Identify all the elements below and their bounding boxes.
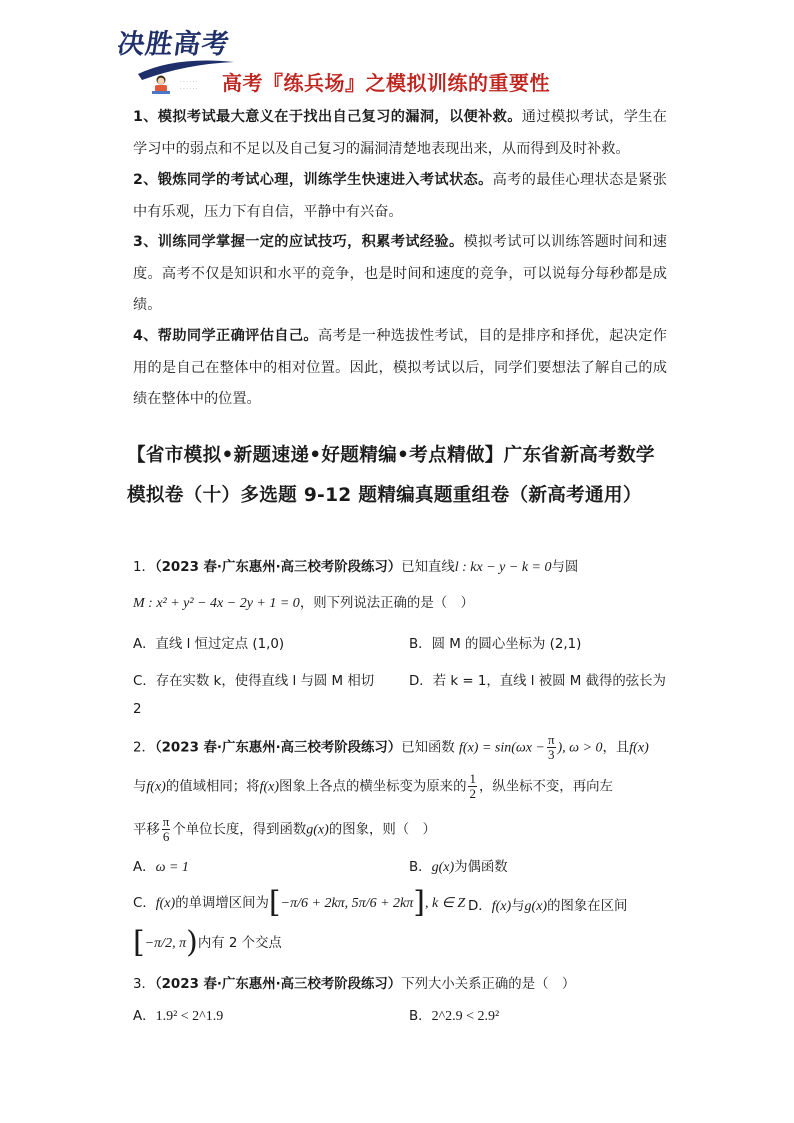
- paragraph-heading: 4、帮助同学正确评估自己。: [133, 328, 318, 344]
- stem-text: 个单位长度，得到函数: [172, 822, 307, 838]
- fraction-denominator: 6: [162, 829, 170, 844]
- stem-text: 的值域相同；将: [165, 779, 260, 795]
- fraction-numerator: π: [547, 732, 555, 747]
- function-expression: ), ω > 0: [557, 740, 603, 756]
- stem-text: 已知直线: [401, 560, 455, 575]
- question-source: （2023 春·广东惠州·高三校考阶段练习）: [154, 977, 402, 992]
- option-label: C．: [133, 896, 156, 911]
- fx-symbol: f(x): [491, 899, 512, 914]
- gx-symbol: g(x): [306, 822, 329, 838]
- header-title: 高考『练兵场』之模拟训练的重要性: [222, 71, 550, 95]
- gx-symbol: g(x): [431, 860, 455, 875]
- q1-option-d-continued: 2: [133, 702, 142, 717]
- question-number: 2．: [133, 740, 155, 756]
- circle-equation: M : x² + y² − 4x − 2y + 1 = 0: [133, 596, 300, 611]
- left-bracket: [: [268, 885, 281, 920]
- fraction: [162, 815, 171, 844]
- paragraph-4: [133, 321, 667, 416]
- fraction-denominator: 3: [547, 747, 555, 762]
- logo-caption-line: · · · · · ·: [180, 79, 198, 85]
- fraction-numerator: π: [162, 814, 170, 829]
- question-number: 3．: [133, 977, 155, 992]
- q2-option-d-continued: [133, 925, 282, 960]
- right-bracket: ): [186, 925, 198, 960]
- gx-symbol: g(x): [524, 899, 548, 914]
- stem-text: ，则下列说法正确的是（ ）: [299, 596, 474, 611]
- fraction-denominator: 2: [469, 786, 476, 801]
- student-icon: [150, 74, 172, 96]
- option-expression: , k ∈ Z: [424, 896, 466, 911]
- paragraph-heading: 3、训练同学掌握一定的应试技巧，积累考试经验。: [133, 234, 464, 250]
- q2-option-c: [133, 885, 466, 920]
- q3-option-b: [409, 1005, 499, 1025]
- stem-text: 的图象，则（ ）: [328, 822, 436, 838]
- question-number: 1．: [133, 560, 155, 575]
- logo-caption-line: · · · · · ·: [180, 86, 198, 92]
- logo-text: 决胜高考: [115, 29, 232, 60]
- stem-text: ，纵坐标不变，再向左: [478, 779, 613, 795]
- stem-text: 图象上各点的横坐标变为原来的: [279, 779, 467, 795]
- q2-stem-line-3: [133, 815, 436, 844]
- paragraph-3: [133, 227, 667, 322]
- q2-stem-line-1: [133, 733, 649, 762]
- q1-option-b: B．圆 M 的圆心坐标为 (2,1): [409, 637, 582, 652]
- option-label: D．: [468, 899, 492, 914]
- q3-stem: [133, 973, 575, 992]
- stem-text: 平移: [133, 822, 160, 838]
- fx-symbol: f(x): [146, 779, 166, 795]
- fx-symbol: f(x): [259, 779, 279, 795]
- paragraph-text: 模拟考试可以训练答题时间和速度。高考不仅是知识和水平的竞争，也是时间和速度的竞争，可以说每分每秒都是成绩。: [133, 234, 667, 313]
- paragraph-text: 高考是一种选拔性考试，目的是排序和择优，起决定作用的是自己在整体中的相对位置。因此，模拟考试以后，同学们要想法了解自己的成绩在整体中的位置。: [133, 328, 667, 407]
- option-text: 的单调增区间为: [175, 896, 269, 911]
- q1-stem-line-1: [133, 556, 578, 576]
- paragraph-1: [133, 102, 667, 165]
- stem-text: ，且: [602, 740, 630, 756]
- fraction-numerator: 1: [469, 771, 476, 786]
- right-bracket: ]: [413, 885, 425, 920]
- option-label: A．: [133, 1009, 156, 1024]
- option-label: B．: [409, 1009, 432, 1024]
- interval-expression: −π/2, π: [144, 936, 187, 951]
- q2-option-a: [133, 856, 189, 876]
- stem-text: 已知函数: [401, 740, 455, 756]
- question-source: （2023 春·广东惠州·高三校考阶段练习）: [154, 560, 402, 575]
- fx-symbol: f(x): [629, 740, 649, 756]
- q1-option-a: A．直线 l 恒过定点 (1,0): [133, 637, 285, 652]
- q2-stem-line-2: [133, 772, 613, 801]
- left-bracket: [: [133, 925, 145, 960]
- q1-stem-line-2: [133, 592, 474, 612]
- q2-option-d: [468, 895, 627, 915]
- option-text: 的图象在区间: [547, 899, 628, 914]
- section-title: 【省市模拟•新题速递•好题精编•考点精做】广东省新高考数学模拟卷（十）多选题 9-12 题精编真题重组卷（新高考通用）: [127, 445, 655, 506]
- paragraph-text: 通过模拟考试，学生在学习中的弱点和不足以及自己复习的漏洞清楚地表现出来，从而得到及时补救。: [133, 109, 667, 157]
- stem-text: 下列大小关系正确的是（ ）: [401, 977, 576, 992]
- option-expression: 1.9² < 2^1.9: [155, 1009, 224, 1024]
- paragraph-heading: 1、模拟考试最大意义在于找出自己复习的漏洞，以便补救。: [133, 109, 522, 125]
- option-label: B．: [409, 860, 432, 875]
- paragraph-heading: 2、锻炼同学的考试心理，训练学生快速进入考试状态。: [133, 172, 493, 188]
- q1-option-d: D．若 k = 1，直线 l 被圆 M 截得的弦长为: [409, 674, 666, 689]
- paragraph-2: [133, 165, 667, 228]
- stem-text: 与: [133, 779, 147, 795]
- fx-symbol: f(x): [155, 896, 176, 911]
- option-text: 与: [511, 899, 525, 914]
- fraction: [468, 772, 477, 801]
- line-equation: l : kx − y − k = 0: [454, 560, 552, 575]
- interval-expression: −π/6 + 2kπ, 5π/6 + 2kπ: [280, 896, 414, 911]
- stem-text: 与圆: [551, 560, 579, 575]
- q1-option-c: C．存在实数 k，使得直线 l 与圆 M 相切: [133, 674, 375, 689]
- option-expression: 2^2.9 < 2.9²: [431, 1009, 500, 1024]
- option-text: 内有 2 个交点: [197, 936, 282, 951]
- function-expression: f(x) = sin(ωx −: [459, 740, 545, 756]
- q3-option-a: [133, 1005, 223, 1025]
- option-label: A．: [133, 860, 156, 875]
- fraction: [547, 733, 556, 762]
- option-text: 为偶函数: [454, 860, 508, 875]
- q2-option-b: [409, 856, 508, 876]
- question-source: （2023 春·广东惠州·高三校考阶段练习）: [154, 740, 402, 756]
- paragraph-text: 高考的最佳心理状态是紧张中有乐观，压力下有自信，平静中有兴奋。: [133, 172, 667, 220]
- option-expression: ω = 1: [155, 860, 189, 875]
